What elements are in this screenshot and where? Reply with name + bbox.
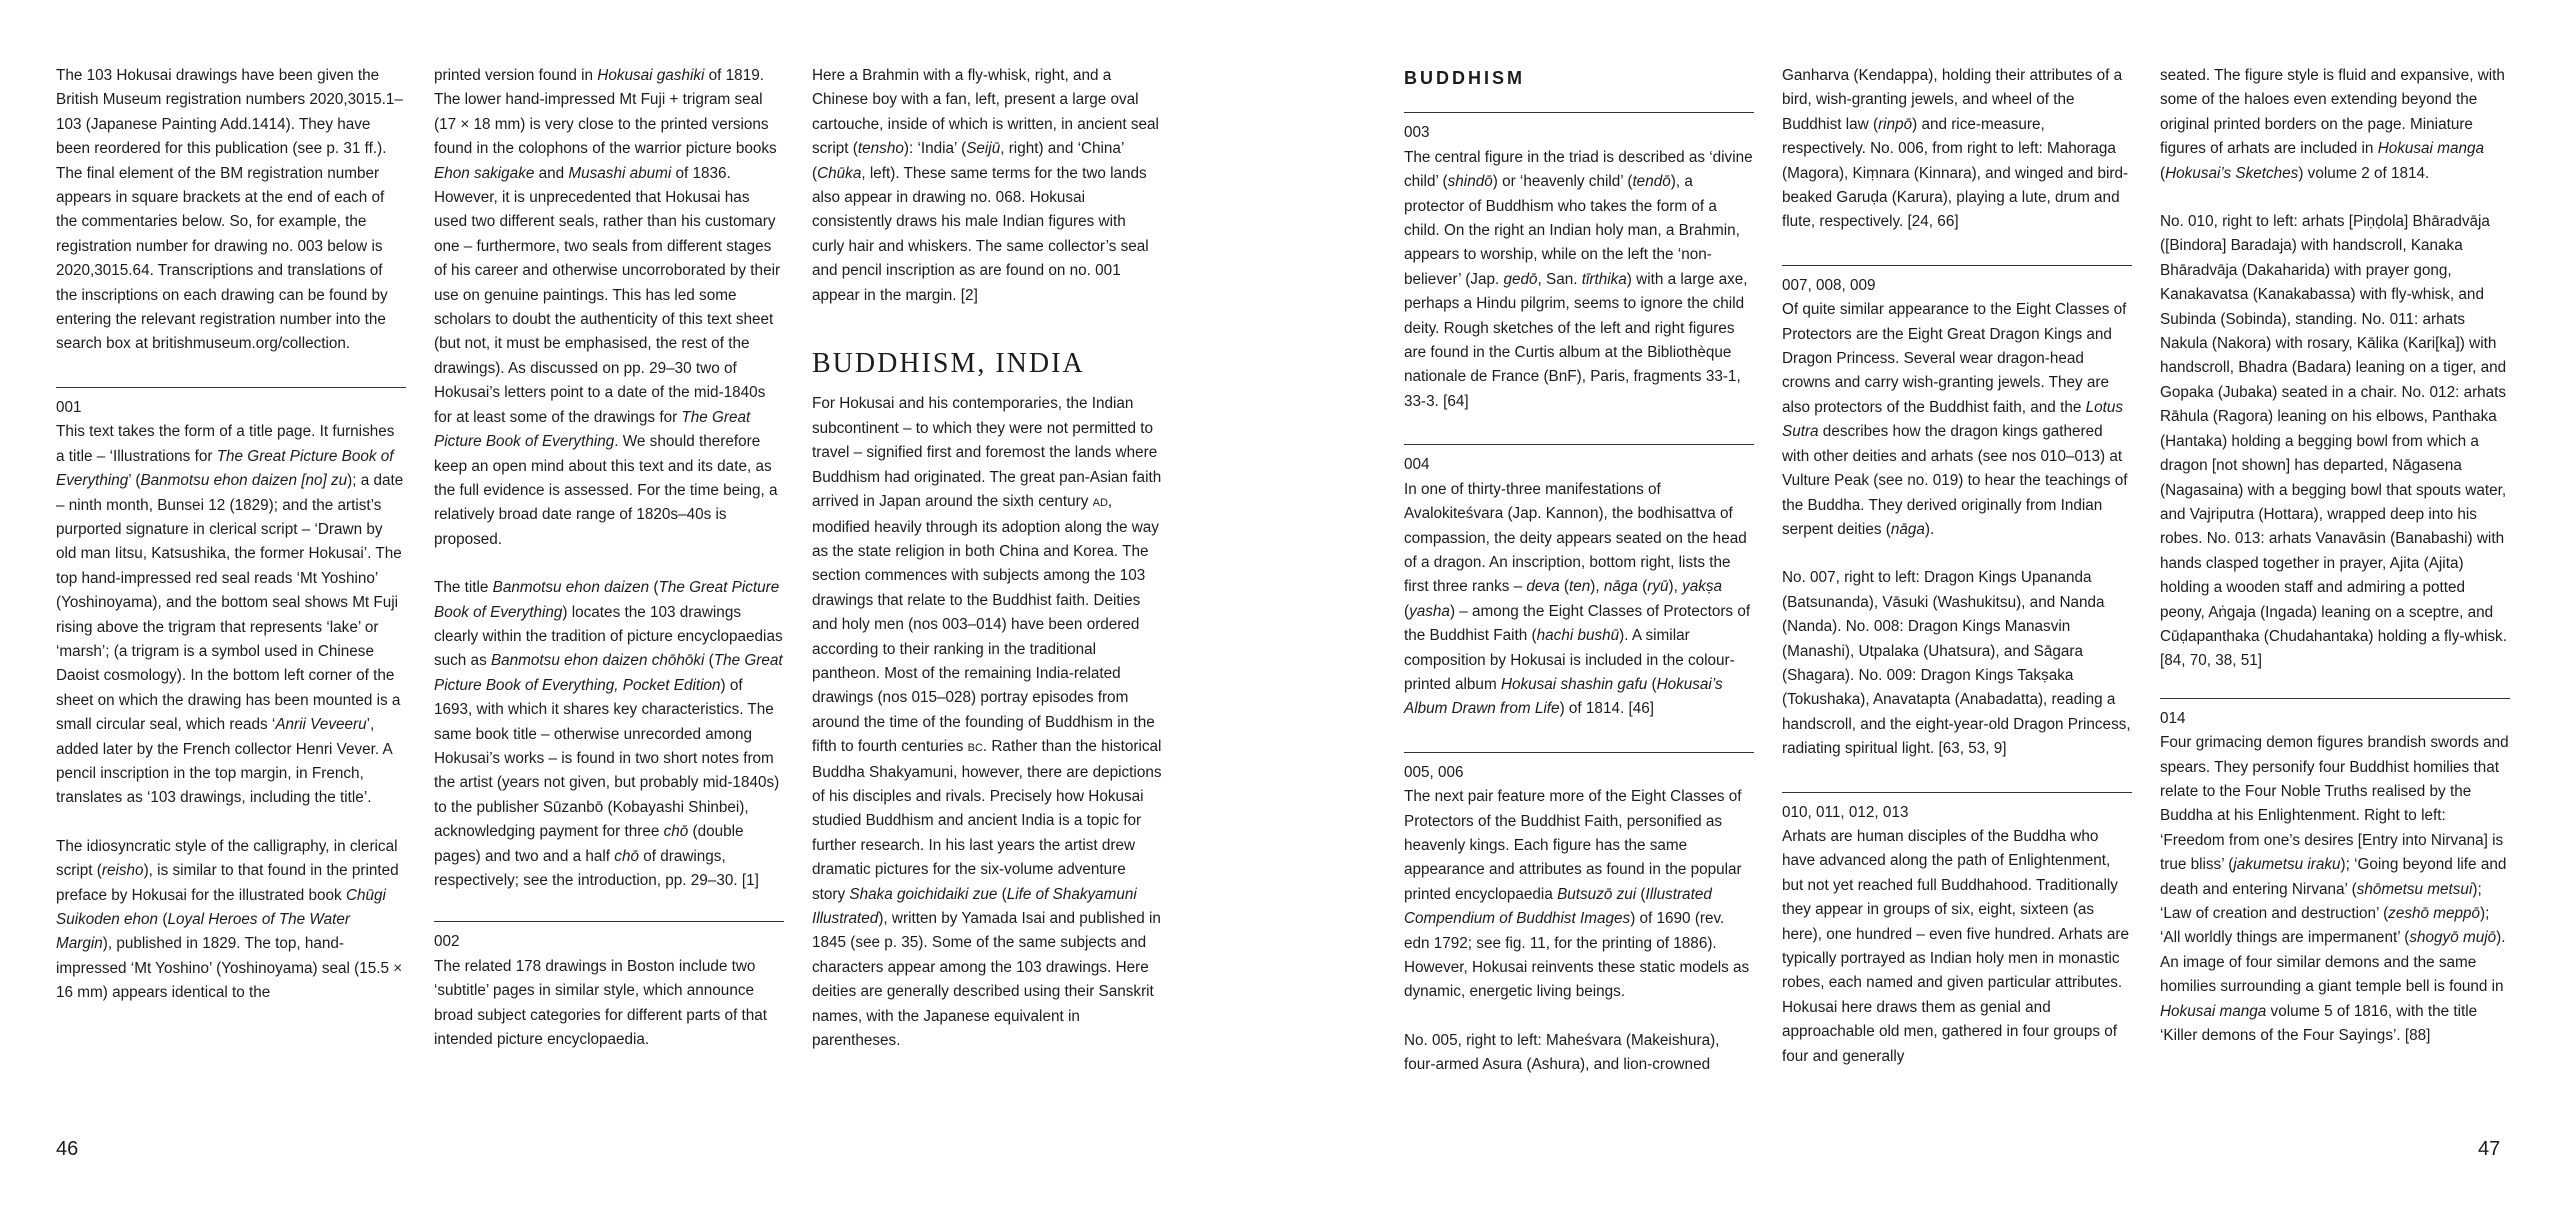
entry-number: 005, 006 — [1404, 763, 1464, 781]
entry-005-006: 005, 006 The next pair feature more of the Eight Classes of Protectors of the Buddhist Faith, personified as heavenly kings. Each figure has the same appearance and attributes as found in the popular printed encyclopaedia Butsuzō zui (Illustrated Compendium of Buddhist Images) of 1690 (rev. edn 1792; see fig. 11, for the printing of 1886). However, Hokusai reinvents these static models as dynamic, energetic living beings. — [1404, 761, 1754, 1005]
entry-rule — [56, 387, 406, 388]
right-col-3 — [2160, 64, 2510, 1072]
intro-paragraph: The 103 Hokusai drawings have been given the British Museum registration numbers 2020,3015.1–103 (Japanese Painting Add.1414). They have been reordered for this publication (see p. 31 ff.). The final element of the BM registration number appears in square brackets at the end of each of the commentaries below. So, for example, the registration number for drawing no. 003 below is 2020,3015.64. Transcriptions and translations of the inscriptions on each drawing can be found by entering the relevant registration number into the search box at britishmuseum.org/collection. — [56, 67, 403, 353]
paragraph: printed version found in Hokusai gashiki of 1819. The lower hand-impressed Mt Fuji + trigram seal (17 × 18 mm) is very close to the printed versions found in the colophons of the warrior picture books Ehon sakigake and Musashi abumi of 1836. However, it is unprecedented that Hokusai has used two different seals, rather than his customary one – furthermore, two seals from different stages of his career and otherwise uncorroborated by their use on genuine paintings. This has led some scholars to doubt the authenticity of this text sheet (but not, it must be emphasised, the rest of the drawings). As discussed on pp. 29–30 two of Hokusai’s letters point to a date of the mid-1840s for at least some of the drawings for The Great Picture Book of Everything. We should therefore keep an open mind about this text and its date, as the full evidence is assessed. For the time being, a relatively broad date range of 1820s–40s is proposed. — [434, 67, 781, 548]
entry-rule — [434, 921, 784, 922]
paragraph: Ganharva (Kendappa), holding their attributes of a bird, wish-granting jewels, and wheel of the Buddhist law (rinpō) and rice-measure, respectively. No. 006, from right to left: Mahoraga (Magora), Kiṃnara (Kinnara), and winged and bird-beaked Garuḍa (Karura), playing a lute, drum and flute, respectively. [24, 66] — [1782, 67, 2129, 231]
section-heading: BUDDHISM — [1404, 68, 1525, 88]
paragraph: No. 005, right to left: Maheśvara (Makeishura), four-armed Asura (Ashura), and lion-crowned — [1404, 1031, 1720, 1074]
entry-rule — [1404, 752, 1754, 753]
entry-number: 014 — [2160, 709, 2186, 727]
entry-001: 001 This text takes the form of a title page. It furnishes a title – ‘Illustrations for The Great Picture Book of Everything’ (Banmotsu ehon daizen [no] zu); a date – ninth month, Bunsei 12 (1829); and the artist’s purported signature in clerical script – ‘Drawn by old man Iitsu, Katsushika, the former Hokusai’. The top hand-impressed red seal reads ‘Mt Yoshino’ (Yoshinoyama), and the bottom seal shows Mt Fuji rising above the trigram that represents ‘lake’ or ‘marsh’; (a trigram is a symbol used in Chinese Daoist cosmology). In the bottom left corner of the sheet on which the drawing has been mounted is a small circular seal, which reads ‘Anrii Veveeru’, added later by the French collector Henri Vever. A pencil inscription in the top margin, in French, translates as ‘103 drawings, including the title’. — [56, 396, 406, 811]
entry-004: 004 In one of thirty-three manifestations of Avalokiteśvara (Jap. Kannon), the bodhisattva of compassion, the deity appears seated on the head of a dragon. An inscription, bottom right, lists the first three ranks – deva (ten), nāga (ryū), yakṣa (yasha) – among the Eight Classes of Protectors of the Buddhist Faith (hachi bushū). A similar composition by Hokusai is included in the colour-printed album Hokusai shashin gafu (Hokusai’s Album Drawn from Life) of 1814. [46] — [1404, 453, 1754, 721]
left-col-1 — [56, 64, 406, 1030]
entry-rule — [1782, 792, 2132, 793]
entry-number: 004 — [1404, 456, 1430, 474]
entry-007-009: 007, 008, 009 Of quite similar appearance to the Eight Classes of Protectors are the Eight Great Dragon Kings and Dragon Princess. Several wear dragon-head crowns and carry wish-granting jewels. They are also protectors of the Buddhist faith, and the Lotus Sutra describes how the dragon kings gathered with other deities and arhats (see nos 010–013) at Vulture Peak (see no. 019) to hear the teachings of the Buddha. They derived originally from Indian serpent deities (nāga). — [1782, 274, 2132, 542]
entry-number: 003 — [1404, 124, 1430, 142]
paragraph: Here a Brahmin with a fly-whisk, right, and a Chinese boy with a fan, left, present a large oval cartouche, inside of which is written, in ancient seal script (tensho): ‘India’ (Seijū, right) and ‘China’ (Chūka, left). These same terms for the two lands also appear in drawing no. 068. Hokusai consistently draws his male Indian figures with curly hair and whiskers. The same collector’s seal and pencil inscription as are found on no. 001 appear in the margin. [2] — [812, 67, 1159, 304]
page-number: 47 — [2478, 1138, 2501, 1160]
entry-003: 003 The central figure in the triad is described as ‘divine child’ (shindō) or ‘heavenly child’ (tendō), a protector of Buddhism who takes the form of a child. On the right an Indian holy man, a Brahmin, appears to worship, while on the left the ‘non-believer’ (Jap. gedō, San. tīrthika) with a large axe, perhaps a Hindu pilgrim, seems to ignore the child deity. Rough sketches of the left and right figures are found in the Curtis album at the Bibliothèque nationale de France (BnF), Paris, fragments 33-1, 33-3. [64] — [1404, 121, 1754, 414]
section-heading: BUDDHISM, INDIA — [812, 348, 1085, 380]
page-number: 46 — [56, 1138, 79, 1160]
entry-010-013: 010, 011, 012, 013 Arhats are human disciples of the Buddha who have advanced along the path of Enlightenment, but not yet reached full Buddhahood. Traditionally they appear in groups of six, eight, sixteen (as here), one hundred – even five hundred. Arhats are typically portrayed as Indian holy men in monastic robes, each named and given particular attributes. Hokusai here draws them as genial and approachable old men, gathered in four groups of four and generally — [1782, 801, 2132, 1069]
right-col-1 — [1404, 64, 1754, 1102]
right-col-2 — [1782, 64, 2132, 1093]
paragraph: seated. The figure style is fluid and expansive, with some of the haloes even extending beyond the original printed borders on the page. Miniature figures of arhats are included in Hokusai manga (Hokusai’s Sketches) volume 2 of 1814. — [2160, 67, 2505, 182]
paragraph: The title Banmotsu ehon daizen (The Great Picture Book of Everything) locates the 103 drawings clearly within the tradition of picture encyclopaedias such as Banmotsu ehon daizen chōhōki (The Great Picture Book of Everything, Pocket Edition) of 1693, with which it shares key characteristics. The same book title – otherwise unrecorded among Hokusai’s works – is found in two short notes from the artist (years not given, but probably mid-1840s) to the publisher Sūzanbō (Kobayashi Shinbei), acknowledging payment for three chō (double pages) and two and a half chō of drawings, respectively; see the introduction, pp. 29–30. [1] — [434, 579, 783, 889]
entry-002: 002 The related 178 drawings in Boston include two ‘subtitle’ pages in similar style, which announce broad subject categories for different parts of that intended picture encyclopaedia. — [434, 930, 784, 1052]
entry-number: 007, 008, 009 — [1782, 276, 1876, 294]
entry-number: 001 — [56, 398, 82, 416]
entry-001-continued: The idiosyncratic style of the calligraphy, in clerical script (reisho), is similar to that found in the printed preface by Hokusai for the illustrated book Chūgi Suikoden ehon (Loyal Heroes of The Water Margin), published in 1829. The top, hand-impressed ‘Mt Yoshino’ (Yoshinoyama) seal (15.5 × 16 mm) appears identical to the — [56, 837, 403, 1002]
entry-rule — [1404, 112, 1754, 113]
entry-number: 002 — [434, 933, 460, 951]
section-intro: For Hokusai and his contemporaries, the Indian subcontinent – to which they were not permitted to travel – signified first and foremost the lands where Buddhism had originated. The great pan-Asian faith arrived in Japan around the sixth century AD, modified heavily through its adoption along the way as the state religion in both China and Korea. The section commences with subjects among the 103 drawings that relate to the Buddhist faith. Deities and holy men (nos 003–014) have been ordered according to their ranking in the traditional pantheon. Most of the remaining India-related drawings (nos 015–028) portray episodes from around the time of the founding of Buddhism in the fifth to fourth centuries BC. Rather than the historical Buddha Shakyamuni, however, there are depictions of his disciples and rivals. Precisely how Hokusai studied Buddhism and ancient India is a topic for further research. In his last years the artist drew dramatic pictures for the six-volume adventure story Shaka goichidaiki zue (Life of Shakyamuni Illustrated), written by Yamada Isai and published in 1845 (see p. 35). Some of the same subjects and characters appear among the 103 drawings. Here deities are generally described using their Sanskrit names, with the Japanese equivalent in parentheses. — [812, 395, 1162, 1050]
paragraph: No. 007, right to left: Dragon Kings Upananda (Batsunanda), Vāsuki (Washukitsu), and Nanda (Nanda). No. 008: Dragon Kings Manasvin (Manashi), Utpalaka (Uhatsura), and Sāgara (Shagara). No. 009: Dragon Kings Takṣaka (Tokushaka), Anavatapta (Anabadatta), reading a handscroll, and the eight-year-old Dragon Princess, radiating spiritual light. [63, 53, 9] — [1782, 569, 2131, 758]
entry-rule — [2160, 698, 2510, 699]
left-col-2 — [434, 64, 784, 1076]
entry-rule — [1782, 265, 2132, 266]
left-col-3 — [812, 64, 1162, 1077]
entry-014: 014 Four grimacing demon figures brandish swords and spears. They personify four Buddhist homilies that relate to the Four Noble Truths realised by the Buddha at his Enlightenment. Right to left: ‘Freedom from one’s desires [Entry into Nirvana] is true bliss’ (jakumetsu iraku); ‘Going beyond life and death and entering Nirvana’ (shōmetsu metsui); ‘Law of creation and destruction’ (zeshō meppō); ‘All worldly things are impermanent’ (shogyō mujō). An image of four similar demons and the same homilies surrounding a giant temple bell is found in Hokusai manga volume 5 of 1816, with the title ‘Killer demons of the Four Sayings’. [88] — [2160, 707, 2510, 1049]
entry-rule — [1404, 444, 1754, 445]
paragraph: No. 010, right to left: arhats [Piṇḍola] Bhāradvāja ([Bindora] Baradaja) with handscroll, Kanaka Bhāradvāja (Dakaharida) with prayer gong, Kanakavatsa (Kanakabassa) with fly-whisk, and Subinda (Sobinda), standing. No. 011: arhats Nakula (Nakora) with rosary, Kālika (Kari[ka]) with handscroll, Bhadra (Badara) leaning on a tiger, and Gopaka (Jubaka) seated in a chair. No. 012: arhats Rāhula (Ragora) leaning on his elbows, Panthaka (Hantaka) holding a begging bowl from which a dragon [not shown] has departed, Nāgasena (Nagasaina) with a begging bowl that spouts water, and Vajriputra (Hottara), wrapped deep into his robes. No. 013: arhats Vanavāsin (Banabashi) with hands clasped together in prayer, Ajita (Ajita) holding a wooden staff and admiring a potted peony, Aṅgaja (Ingada) leaning on a sceptre, and Cūḍapanthaka (Chudahantaka) holding a fly-whisk. [84, 70, 38, 51] — [2160, 213, 2507, 670]
entry-number: 010, 011, 012, 013 — [1782, 803, 1909, 821]
